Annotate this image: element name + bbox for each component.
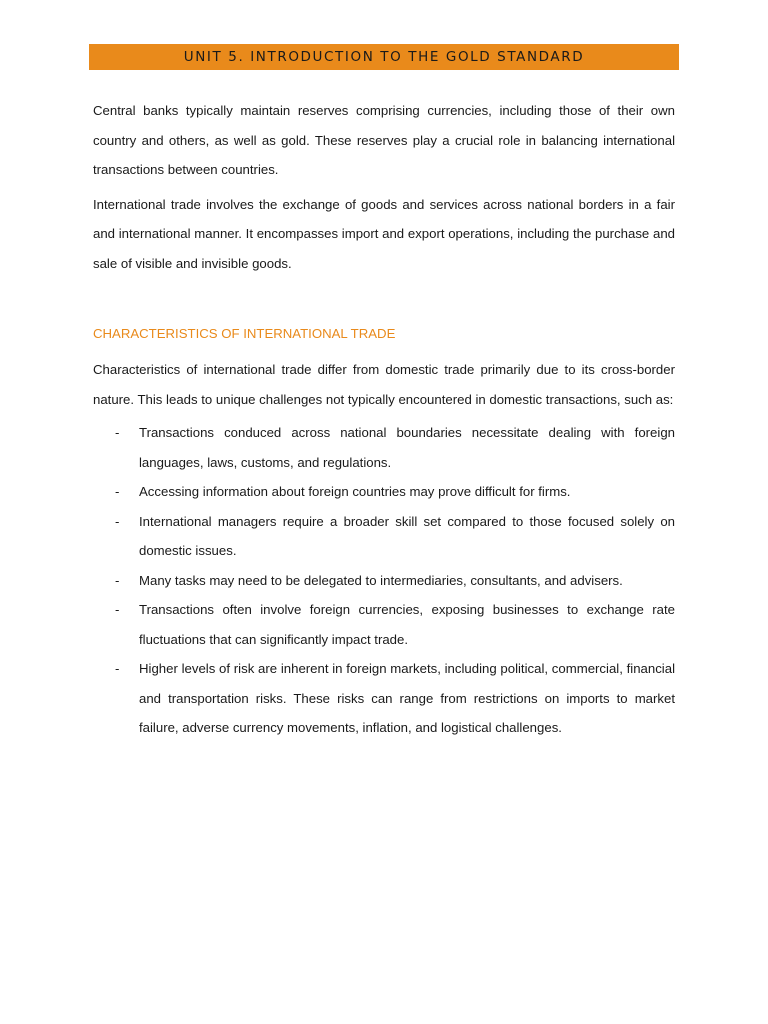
list-item (93, 418, 675, 477)
bullet-marker: - (115, 513, 120, 529)
bullet-marker: - (115, 484, 120, 499)
intro-paragraph-reserves: Central banks typically maintain reserves comprising currencies, including those of their own country and others, as well as gold. These reserves play a crucial role in balancing international transactions between countries. (93, 103, 675, 177)
list-item-text: Many tasks may need to be delegated to intermediaries, consultants, and advisers. (139, 572, 623, 588)
unit-title-bar (89, 44, 679, 70)
unit-title: UNIT 5. INTRODUCTION TO THE GOLD STANDARD (183, 49, 585, 65)
section-paragraph: Characteristics of international trade differ from domestic trade primarily due to its cross-border nature. This leads to unique challenges not typically encountered in domestic transactions, such as: (93, 362, 675, 407)
list-item (93, 477, 675, 507)
document-body (93, 96, 675, 743)
list-item (93, 595, 675, 654)
list-item-text: Accessing information about foreign countries may prove difficult for firms. (139, 484, 571, 499)
characteristics-list (93, 418, 675, 743)
bullet-marker: - (115, 425, 120, 440)
bullet-marker: - (115, 661, 120, 676)
list-item (93, 507, 675, 566)
list-item (93, 566, 675, 596)
bullet-marker: - (115, 572, 120, 588)
list-item-text: International managers require a broader skill set compared to those focused solely on domestic issues. (139, 513, 675, 558)
list-item-text: Transactions conduced across national boundaries necessitate dealing with foreign languages, laws, customs, and regulations. (139, 425, 675, 470)
list-item-text: Transactions often involve foreign currencies, exposing businesses to exchange rate fluctuations that can significantly impact trade. (139, 602, 675, 647)
list-item-text: Higher levels of risk are inherent in foreign markets, including political, commercial, financial and transportation risks. These risks can range from restrictions on imports to market failure, adverse currency movements, inflation, and logistical challenges. (139, 661, 675, 735)
list-item (93, 654, 675, 743)
intro-paragraph-trade: International trade involves the exchange of goods and services across national borders in a fair and international manner. It encompasses import and export operations, including the purchase and sale of visible and invisible goods. (93, 196, 675, 271)
bullet-marker: - (115, 602, 120, 617)
section-heading: CHARACTERISTICS OF INTERNATIONAL TRADE (93, 326, 396, 341)
